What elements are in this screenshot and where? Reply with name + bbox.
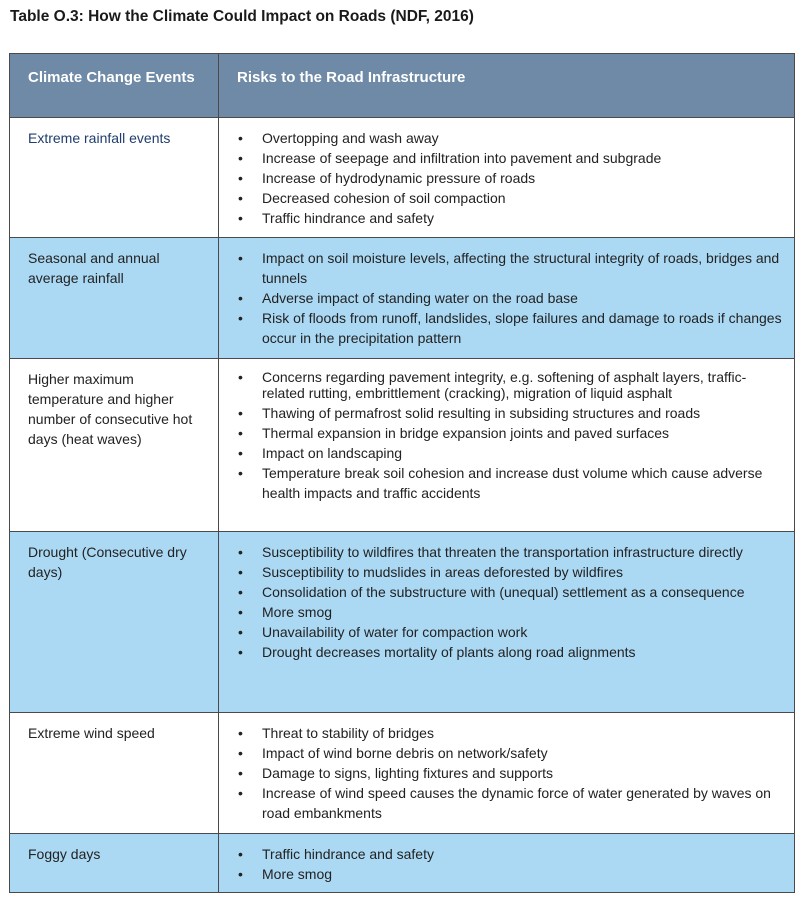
risk-item: • Susceptibility to wildfires that threaten the transportation infrastructure directly bbox=[262, 542, 784, 562]
risk-item: • More smog bbox=[262, 602, 784, 622]
risk-list bbox=[237, 369, 784, 503]
event-cell bbox=[10, 713, 219, 834]
risk-item: • Impact on soil moisture levels, affecting the structural integrity of roads, bridges and tunnels bbox=[262, 248, 784, 288]
risk-item: • Risk of floods from runoff, landslides, slope failures and damage to roads if changes occur in the precipitation pattern bbox=[262, 308, 784, 348]
event-cell bbox=[10, 532, 219, 713]
event-label: Seasonal and annual average rainfall bbox=[28, 250, 160, 286]
event-label: Foggy days bbox=[28, 846, 101, 862]
risks-cell bbox=[219, 238, 795, 359]
risk-item: • Traffic hindrance and safety bbox=[262, 208, 784, 228]
event-cell bbox=[10, 834, 219, 893]
risk-item: • Adverse impact of standing water on the road base bbox=[262, 288, 784, 308]
risk-item: • Increase of seepage and infiltration into pavement and subgrade bbox=[262, 148, 784, 168]
header-row bbox=[10, 54, 795, 118]
table-row bbox=[10, 359, 795, 532]
risk-list bbox=[237, 128, 784, 228]
risk-item: • Increase of hydrodynamic pressure of roads bbox=[262, 168, 784, 188]
risks-cell bbox=[219, 359, 795, 532]
risk-item: • Thermal expansion in bridge expansion joints and paved surfaces bbox=[262, 423, 784, 443]
risk-item: • Impact of wind borne debris on network/safety bbox=[262, 743, 784, 763]
risk-list bbox=[237, 248, 784, 348]
risk-item: • Damage to signs, lighting fixtures and supports bbox=[262, 763, 784, 783]
risk-item: • Concerns regarding pavement integrity, e.g. softening of asphalt layers, traffic-related rutting, embrittlement (cracking), migration of liquid asphalt bbox=[262, 369, 784, 403]
risk-item: • Overtopping and wash away bbox=[262, 128, 784, 148]
risk-list bbox=[237, 844, 784, 884]
event-label: Extreme rainfall events bbox=[28, 130, 171, 146]
risk-item: • Impact on landscaping bbox=[262, 443, 784, 463]
risk-item: • Unavailability of water for compaction work bbox=[262, 622, 784, 642]
risk-item: • Thawing of permafrost solid resulting in subsiding structures and roads bbox=[262, 403, 784, 423]
risk-item: • Temperature break soil cohesion and increase dust volume which cause adverse health impacts and traffic accidents bbox=[262, 463, 784, 503]
table-caption: Table O.3: How the Climate Could Impact on Roads (NDF, 2016) bbox=[10, 8, 474, 25]
table-row bbox=[10, 713, 795, 834]
event-label: Extreme wind speed bbox=[28, 725, 155, 741]
risk-list bbox=[237, 542, 784, 662]
header-risks: Risks to the Road Infrastructure bbox=[219, 54, 795, 118]
risks-cell bbox=[219, 713, 795, 834]
risk-item: • More smog bbox=[262, 864, 784, 884]
risks-cell bbox=[219, 532, 795, 713]
risk-item: • Increase of wind speed causes the dynamic force of water generated by waves on road embankments bbox=[262, 783, 784, 823]
table-row bbox=[10, 532, 795, 713]
event-cell bbox=[10, 118, 219, 238]
table-row bbox=[10, 238, 795, 359]
risk-item: • Susceptibility to mudslides in areas deforested by wildfires bbox=[262, 562, 784, 582]
risk-list bbox=[237, 723, 784, 823]
risk-item: • Drought decreases mortality of plants along road alignments bbox=[262, 642, 784, 662]
risks-cell bbox=[219, 118, 795, 238]
risk-item: • Consolidation of the substructure with (unequal) settlement as a consequence bbox=[262, 582, 784, 602]
event-cell bbox=[10, 359, 219, 532]
table-row bbox=[10, 834, 795, 893]
event-label: Drought (Consecutive dry days) bbox=[28, 544, 187, 580]
risk-item: • Traffic hindrance and safety bbox=[262, 844, 784, 864]
table-row bbox=[10, 118, 795, 238]
header-events: Climate Change Events bbox=[10, 54, 219, 118]
event-cell bbox=[10, 238, 219, 359]
risk-item: • Decreased cohesion of soil compaction bbox=[262, 188, 784, 208]
climate-risk-table bbox=[9, 53, 795, 893]
risks-cell bbox=[219, 834, 795, 893]
event-label: Higher maximum temperature and higher number of consecutive hot days (heat waves) bbox=[28, 371, 193, 447]
risk-item: • Threat to stability of bridges bbox=[262, 723, 784, 743]
